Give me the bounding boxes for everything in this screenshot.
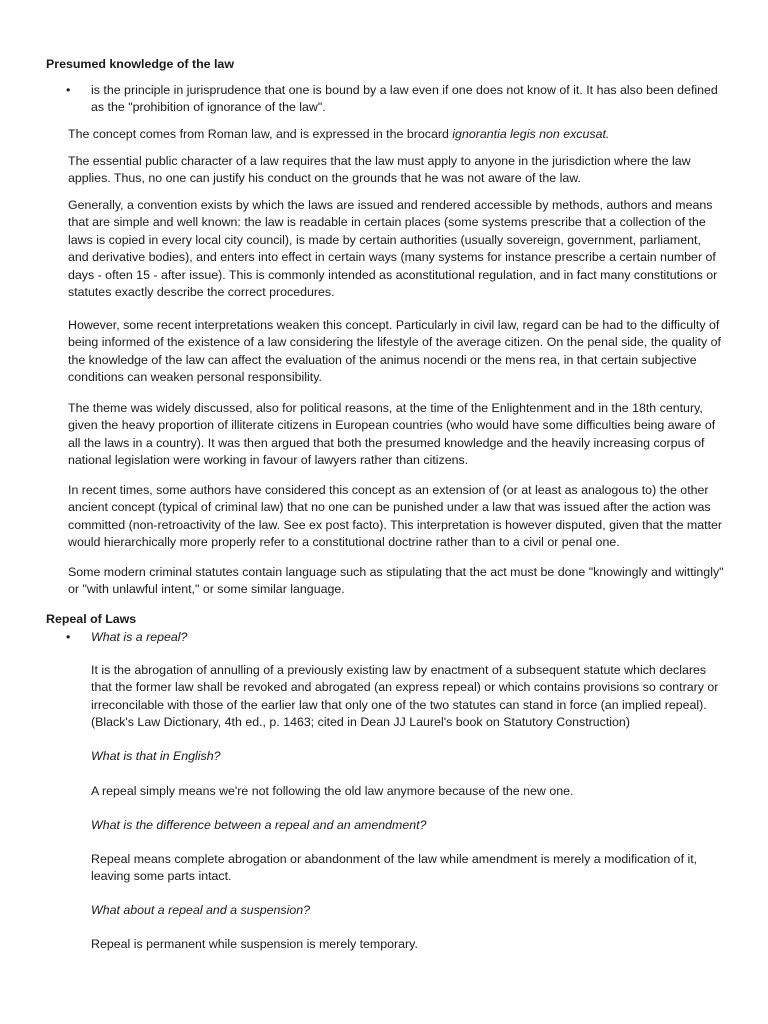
answer-repeal-vs-amendment: Repeal means complete abrogation or abandonment of the law while amendment is merely a modification of it, leaving some parts intact. <box>91 852 698 884</box>
section-heading-repeal-of-laws: Repeal of Laws <box>46 612 137 626</box>
paragraph-roman-law <box>68 126 724 143</box>
bullet-glyph: • <box>66 630 71 644</box>
bullet-glyph: • <box>66 83 71 97</box>
paragraph-enlightenment: The theme was widely discussed, also for political reasons, at the time of the Enlightenment and in the 18th century, given the heavy proportion of illiterate citizens in European countries (who would have some difficulties being aware of all the laws in a country). It was then argued that both the presumed knowledge and the heavily increasing corpus of national legislation were working in favour of lawyers rather than citizens. <box>68 401 716 468</box>
section-heading-presumed-knowledge: Presumed knowledge of the law <box>46 57 234 71</box>
question-what-is-repeal: What is a repeal? <box>91 630 188 644</box>
bullet-text-definition: is the principle in jurisprudence that one is bound by a law even if one does not know of it. It has also been defined as the "prohibition of ignorance of the law". <box>91 83 718 115</box>
question-repeal-vs-amendment: What is the difference between a repeal and an amendment? <box>91 818 427 832</box>
paragraph-criminal-statutes: Some modern criminal statutes contain language such as stipulating that the act must be done "knowingly and wittingly" or "with unlawful intent," or some similar language. <box>68 565 724 597</box>
question-in-english: What is that in English? <box>91 749 221 763</box>
paragraph-recent-interpretations: However, some recent interpretations weaken this concept. Particularly in civil law, regard can be had to the difficulty of being informed of the existence of a law considering the lifestyle of the average citizen. On the penal side, the quality of the knowledge of the law can affect the evaluation of the animus nocendi or the mens rea, in that certain subjective conditions can weaken personal responsibility. <box>68 318 721 385</box>
paragraph-recent-times: In recent times, some authors have considered this concept as an extension of (or at least as analogous to) the other ancient concept (typical of criminal law) that no one can be punished under a law that was issued after the action was committed (non-retroactivity of the law. See ex post facto). This interpretation is however disputed, given that the matter would hierarchically more properly refer to a constitutional doctrine rather than to a civil or penal one. <box>68 483 723 550</box>
answer-in-english: A repeal simply means we're not following the old law anymore because of the new one. <box>91 784 574 798</box>
paragraph-public-character: The essential public character of a law requires that the law must apply to anyone in the jurisdiction where the law applies. Thus, no one can justify his conduct on the grounds that he was not aware of the law. <box>68 154 691 186</box>
answer-what-is-repeal: It is the abrogation of annulling of a previously existing law by enactment of a subsequent statute which declares that the former law shall be revoked and abrogated (an express repeal) or which contains provisions so contrary or irreconcilable with those of the earlier law that only one of the two statutes can stand in force (an implied repeal). (Black's Law Dictionary, 4th ed., p. 1463; cited in Dean JJ Laurel's book on Statutory Construction) <box>91 663 719 730</box>
answer-repeal-vs-suspension: Repeal is permanent while suspension is merely temporary. <box>91 937 418 951</box>
paragraph-convention: Generally, a convention exists by which the laws are issued and rendered accessible by methods, authors and means that are simple and well known: the law is readable in certain places (some systems prescribe that a collection of the laws is copied in every local city council), is made by certain authorities (usually sovereign, government, parliament, and derivative bodies), and enters into effect in certain ways (many systems for instance prescribe a certain number of days - often 15 - after issue). This is commonly intended as aconstitutional regulation, and in fact many constitutions or statutes exactly describe the correct procedures. <box>68 198 718 300</box>
question-repeal-vs-suspension: What about a repeal and a suspension? <box>91 903 311 917</box>
paragraph-roman-law-text: The concept comes from Roman law, and is expressed in the brocard <box>68 127 453 141</box>
latin-brocard: ignorantia legis non excusat. <box>452 127 610 141</box>
